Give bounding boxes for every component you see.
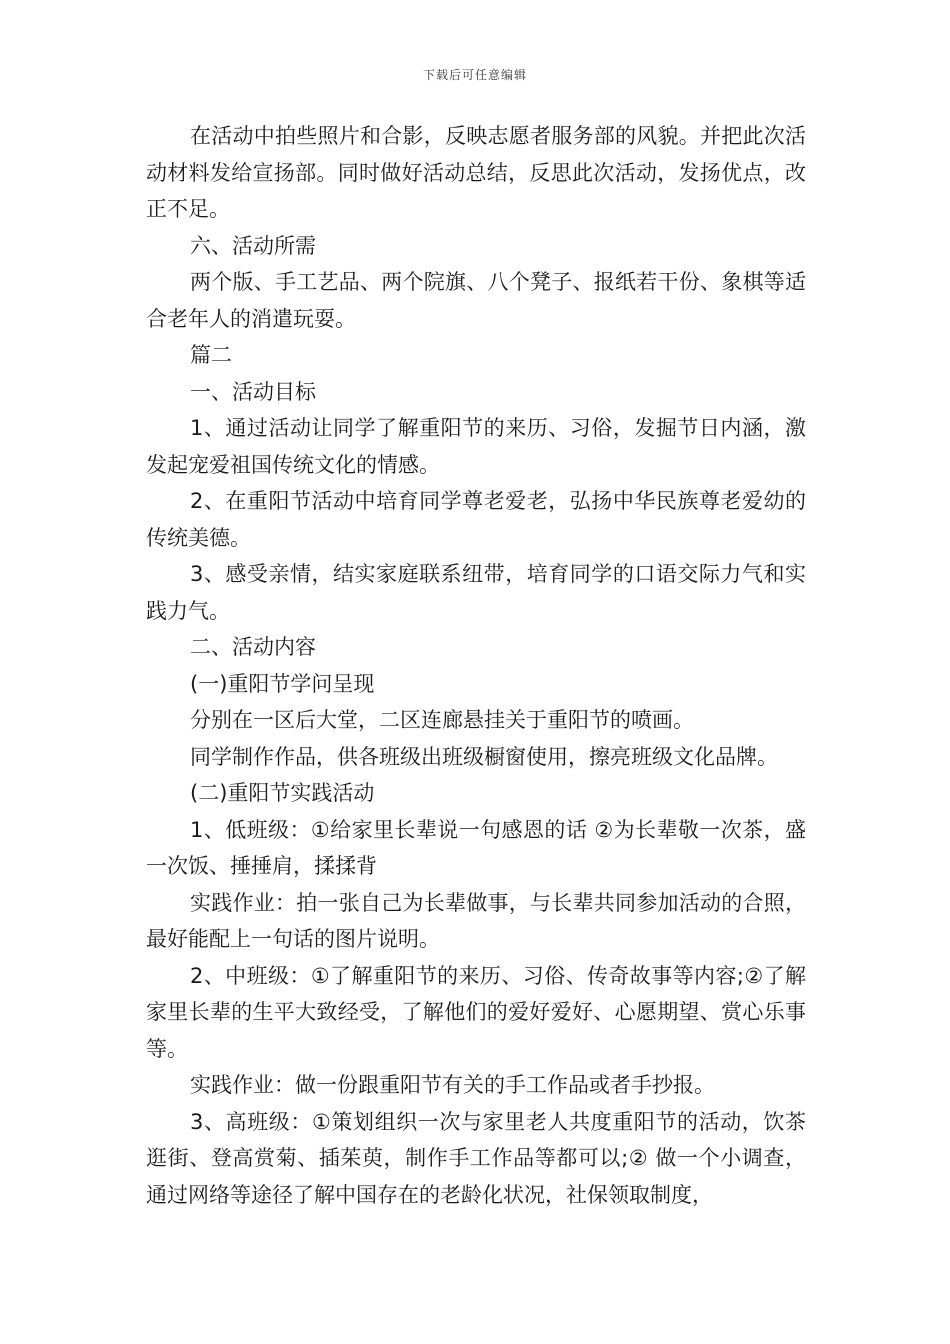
heading-part-two: 篇二 bbox=[190, 343, 232, 367]
document-body bbox=[146, 118, 806, 1213]
goal-item-3: 3、感受亲情，结实家庭联系纽带，培育同学的口语交际力气和实践力气。 bbox=[146, 562, 806, 623]
paragraph-banners: 分别在一区后大堂，二区连廊悬挂关于重阳节的喷画。 bbox=[190, 708, 694, 732]
paragraph-student-works: 同学制作作品，供各班级出班级橱窗使用，擦亮班级文化品牌。 bbox=[190, 744, 778, 769]
homework-middle-grade: 实践作业：做一份跟重阳节有关的手工作品或者手抄报。 bbox=[190, 1073, 715, 1097]
paragraph-photos: 在活动中拍些照片和合影，反映志愿者服务部的风貌。并把此次活动材料发给宣扬部。同时做好活动总结，反思此次活动，发扬优点，改正不足。 bbox=[146, 124, 806, 221]
practice-high-grade: 3、高班级：①策划组织一次与家里老人共度重阳节的活动，饮茶逛街、登高赏菊、插茱萸，制作手工作品等都可以;② 做一个小调查，通过网络等途径了解中国存在的老龄化状况，社保领取制度， bbox=[146, 1109, 806, 1207]
heading-activity-goals: 一、活动目标 bbox=[190, 379, 316, 404]
practice-middle-grade: 2、中班级：①了解重阳节的来历、习俗、传奇故事等内容;②了解家里长辈的生平大致经受，了解他们的爱好爱好、心愿期望、赏心乐事等。 bbox=[146, 963, 806, 1061]
goal-item-1: 1、通过活动让同学了解重阳节的来历、习俗，发掘节日内涵，激发起宠爱祖国传统文化的情感。 bbox=[146, 416, 806, 477]
subheading-practice-activities: (二)重阳节实践活动 bbox=[190, 781, 375, 805]
heading-activity-needs: 六、活动所需 bbox=[190, 233, 316, 258]
goal-item-2: 2、在重阳节活动中培育同学尊老爱老，弘扬中华民族尊老爱幼的传统美德。 bbox=[146, 489, 806, 550]
homework-low-grade: 实践作业：拍一张自己为长辈做事，与长辈共同参加活动的合照，最好能配上一句话的图片说明。 bbox=[146, 890, 806, 951]
paragraph-materials: 两个版、手工艺品、两个院旗、八个凳子、报纸若干份、象棋等适合老年人的消遣玩耍。 bbox=[146, 270, 806, 331]
subheading-knowledge-display: (一)重阳节学问呈现 bbox=[190, 671, 375, 696]
heading-activity-content: 二、活动内容 bbox=[190, 635, 316, 659]
practice-low-grade: 1、低班级：①给家里长辈说一句感恩的话 ②为长辈敬一次茶，盛一次饭、捶捶肩，揉揉背 bbox=[146, 817, 806, 878]
page-header-note: 下载后可任意编辑 bbox=[422, 68, 527, 82]
